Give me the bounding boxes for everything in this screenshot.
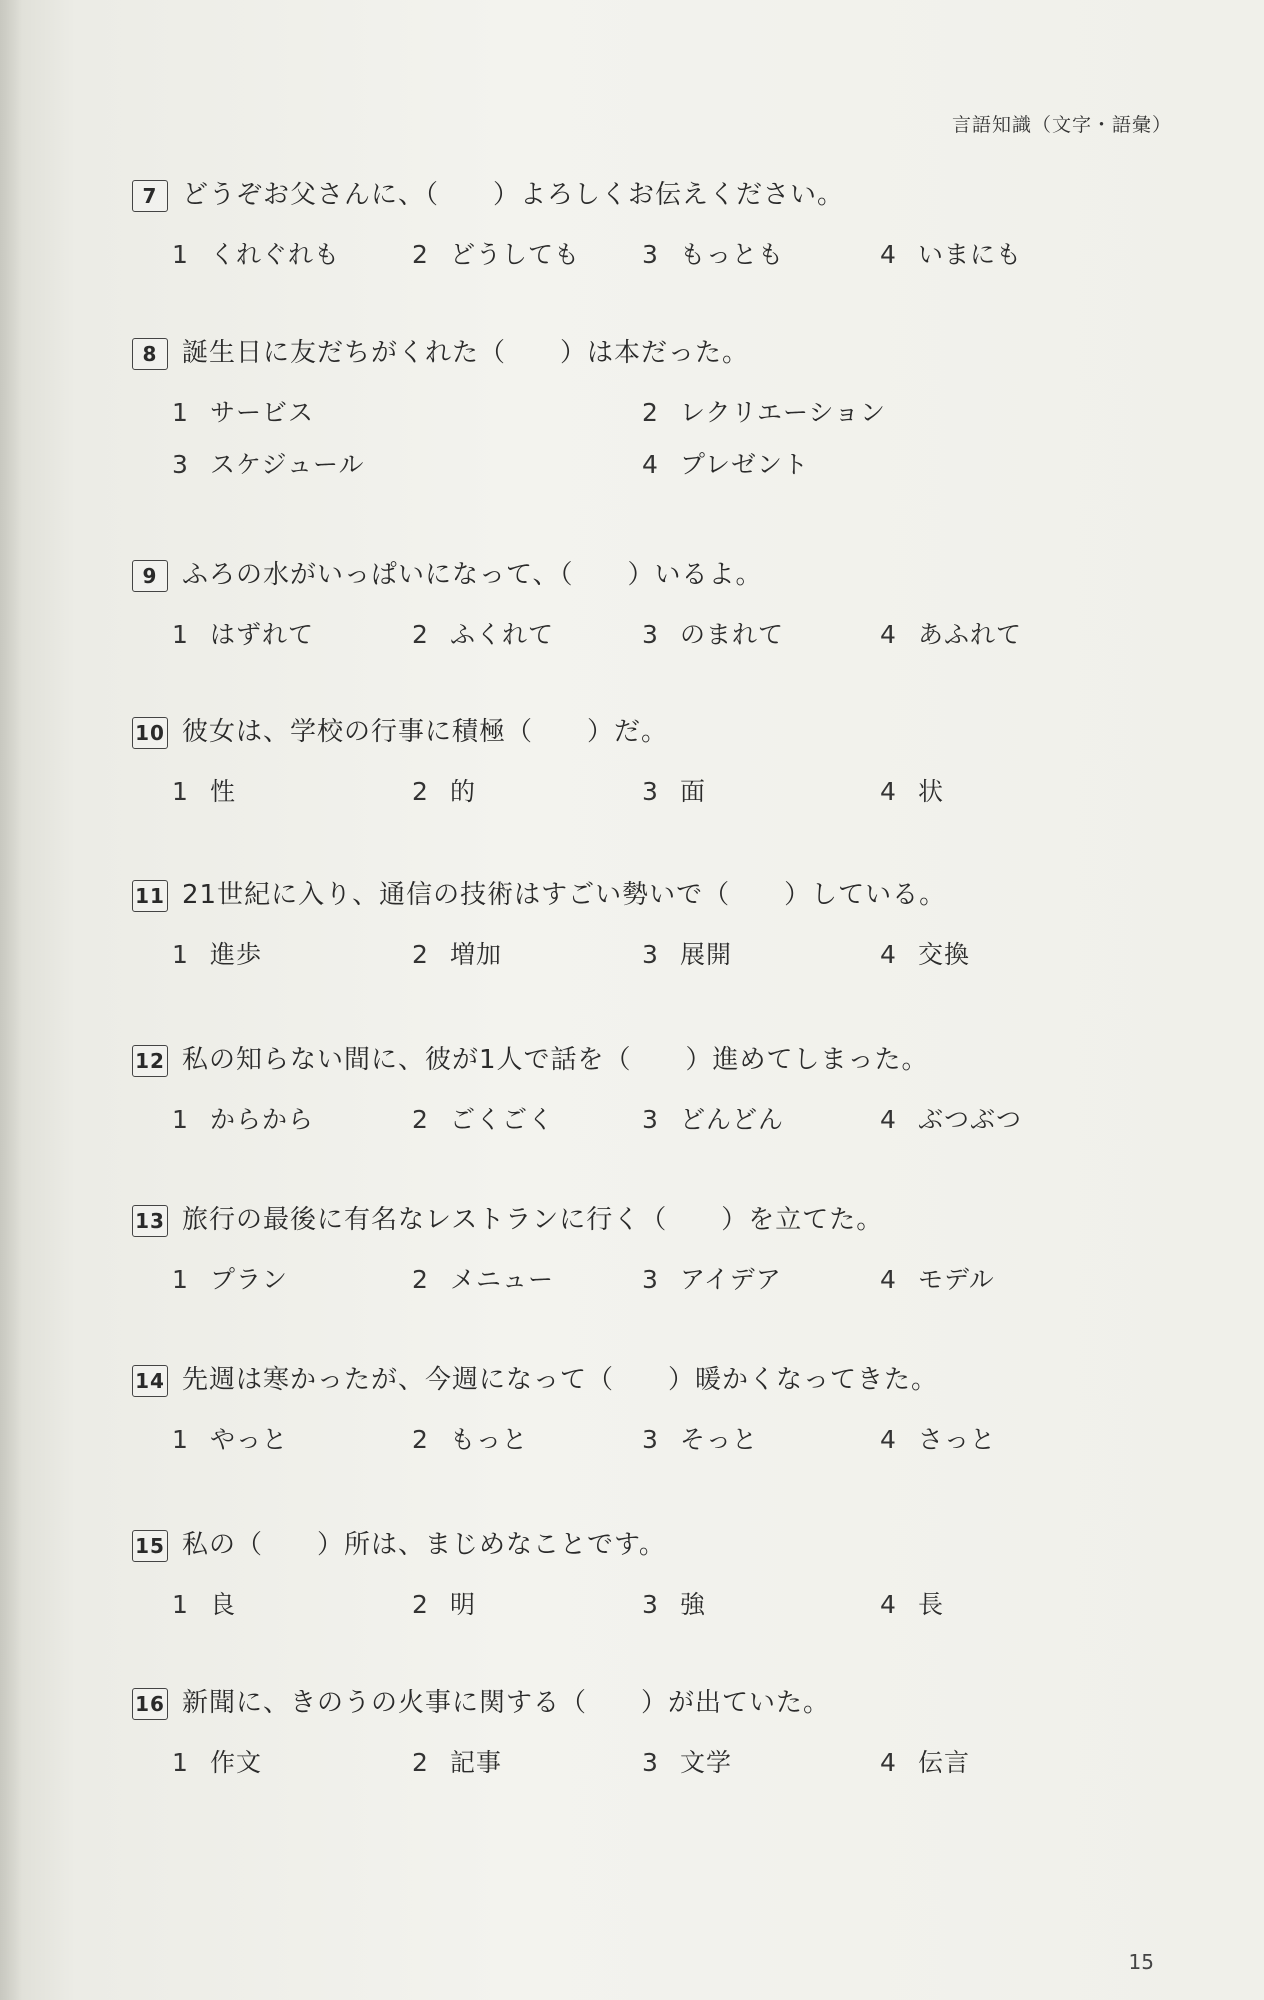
question-number: 14	[132, 1365, 168, 1397]
choice-4: 4 交換	[880, 940, 971, 969]
choice-list	[132, 935, 1192, 975]
choice-2: 2 明	[412, 1590, 477, 1619]
question-stem	[132, 875, 1192, 915]
choice-1: 1 性	[172, 777, 237, 806]
question-text: 彼女は、学校の行事に積極（ ）だ。	[182, 717, 669, 747]
question-stem	[132, 1360, 1192, 1400]
choice-2: 2 増加	[412, 940, 503, 969]
choice-list	[132, 1100, 1192, 1140]
question-stem	[132, 333, 1192, 373]
choice-2: 2 ふくれて	[412, 620, 555, 649]
choice-4: 4 あふれて	[880, 620, 1023, 649]
question-number: 8	[132, 338, 168, 370]
page-gutter-shadow	[0, 0, 22, 2000]
question-stem	[132, 555, 1192, 595]
choice-list	[132, 1260, 1192, 1300]
question-number: 7	[132, 180, 168, 212]
choice-3: 3 どんどん	[642, 1105, 785, 1134]
question-stem	[132, 1040, 1192, 1080]
choice-list	[132, 615, 1192, 655]
question-stem	[132, 1683, 1192, 1723]
question-number: 15	[132, 1530, 168, 1562]
question-12	[132, 1040, 1192, 1140]
choice-3: 3 文学	[642, 1748, 733, 1777]
choice-list	[132, 1585, 1192, 1625]
choice-list	[132, 772, 1192, 812]
choice-2: 2 記事	[412, 1748, 503, 1777]
page-number: 15	[1128, 1950, 1154, 1974]
choice-list	[132, 393, 1192, 489]
choice-3: 3 もっとも	[642, 240, 785, 269]
choice-2: 2 どうしても	[412, 240, 581, 269]
section-running-head: 言語知識（文字・語彙）	[951, 114, 1172, 136]
choice-2: 2 的	[412, 777, 477, 806]
choice-4: 4 状	[880, 777, 945, 806]
choice-3: 3 面	[642, 777, 707, 806]
question-14	[132, 1360, 1192, 1460]
question-13	[132, 1200, 1192, 1300]
question-8	[132, 333, 1192, 489]
question-text: 誕生日に友だちがくれた（ ）は本だった。	[182, 338, 750, 368]
choice-3: 3 のまれて	[642, 620, 785, 649]
question-stem	[132, 175, 1192, 215]
choice-2: 2 レクリエーション	[642, 398, 887, 427]
question-text: 私の（ ）所は、まじめなことです。	[182, 1530, 666, 1560]
choice-1: 1 はずれて	[172, 620, 315, 649]
choice-1: 1 進歩	[172, 940, 263, 969]
choice-3: 3 展開	[642, 940, 733, 969]
question-stem	[132, 1200, 1192, 1240]
question-text: どうぞお父さんに、（ ）よろしくお伝えください。	[182, 180, 845, 210]
question-7	[132, 175, 1192, 275]
choice-3: 3 アイデア	[642, 1265, 782, 1294]
choice-2: 2 ごくごく	[412, 1105, 555, 1134]
question-number: 10	[132, 717, 168, 749]
question-16	[132, 1683, 1192, 1783]
question-11	[132, 875, 1192, 975]
question-text: 先週は寒かったが、今週になって（ ）暖かくなってきた。	[182, 1365, 939, 1395]
choice-list	[132, 1420, 1192, 1460]
choice-4: 4 ぶつぶつ	[880, 1105, 1023, 1134]
choice-1: 1 からから	[172, 1105, 315, 1134]
choice-list	[132, 235, 1192, 275]
choice-4: 4 モデル	[880, 1265, 995, 1294]
choice-4: 4 長	[880, 1590, 945, 1619]
question-number: 11	[132, 880, 168, 912]
question-15	[132, 1525, 1192, 1625]
question-10	[132, 712, 1192, 812]
choice-4: 4 伝言	[880, 1748, 971, 1777]
question-number: 13	[132, 1205, 168, 1237]
question-number: 16	[132, 1688, 168, 1720]
choice-4: 4 プレゼント	[642, 450, 810, 479]
question-text: 21世紀に入り、通信の技術はすごい勢いで（ ）している。	[182, 880, 947, 910]
choice-2: 2 もっと	[412, 1425, 529, 1454]
question-stem	[132, 1525, 1192, 1565]
question-9	[132, 555, 1192, 655]
question-text: 旅行の最後に有名なレストランに行く（ ）を立てた。	[182, 1205, 884, 1235]
question-text: 私の知らない間に、彼が1人で話を（ ）進めてしまった。	[182, 1045, 929, 1075]
choice-1: 1 良	[172, 1590, 237, 1619]
choice-list	[132, 1743, 1192, 1783]
question-number: 9	[132, 560, 168, 592]
question-text: ふろの水がいっぱいになって、（ ）いるよ。	[182, 560, 763, 590]
choice-1: 1 作文	[172, 1748, 263, 1777]
question-stem	[132, 712, 1192, 752]
choice-1: 1 サービス	[172, 398, 315, 427]
choice-1: 1 プラン	[172, 1265, 289, 1294]
choice-4: 4 さっと	[880, 1425, 997, 1454]
question-text: 新聞に、きのうの火事に関する（ ）が出ていた。	[182, 1688, 831, 1718]
choice-4: 4 いまにも	[880, 240, 1023, 269]
choice-3: 3 スケジュール	[172, 450, 365, 479]
choice-3: 3 強	[642, 1590, 707, 1619]
question-number: 12	[132, 1045, 168, 1077]
choice-3: 3 そっと	[642, 1425, 759, 1454]
choice-1: 1 やっと	[172, 1425, 289, 1454]
choice-1: 1 くれぐれも	[172, 240, 341, 269]
choice-2: 2 メニュー	[412, 1265, 555, 1294]
